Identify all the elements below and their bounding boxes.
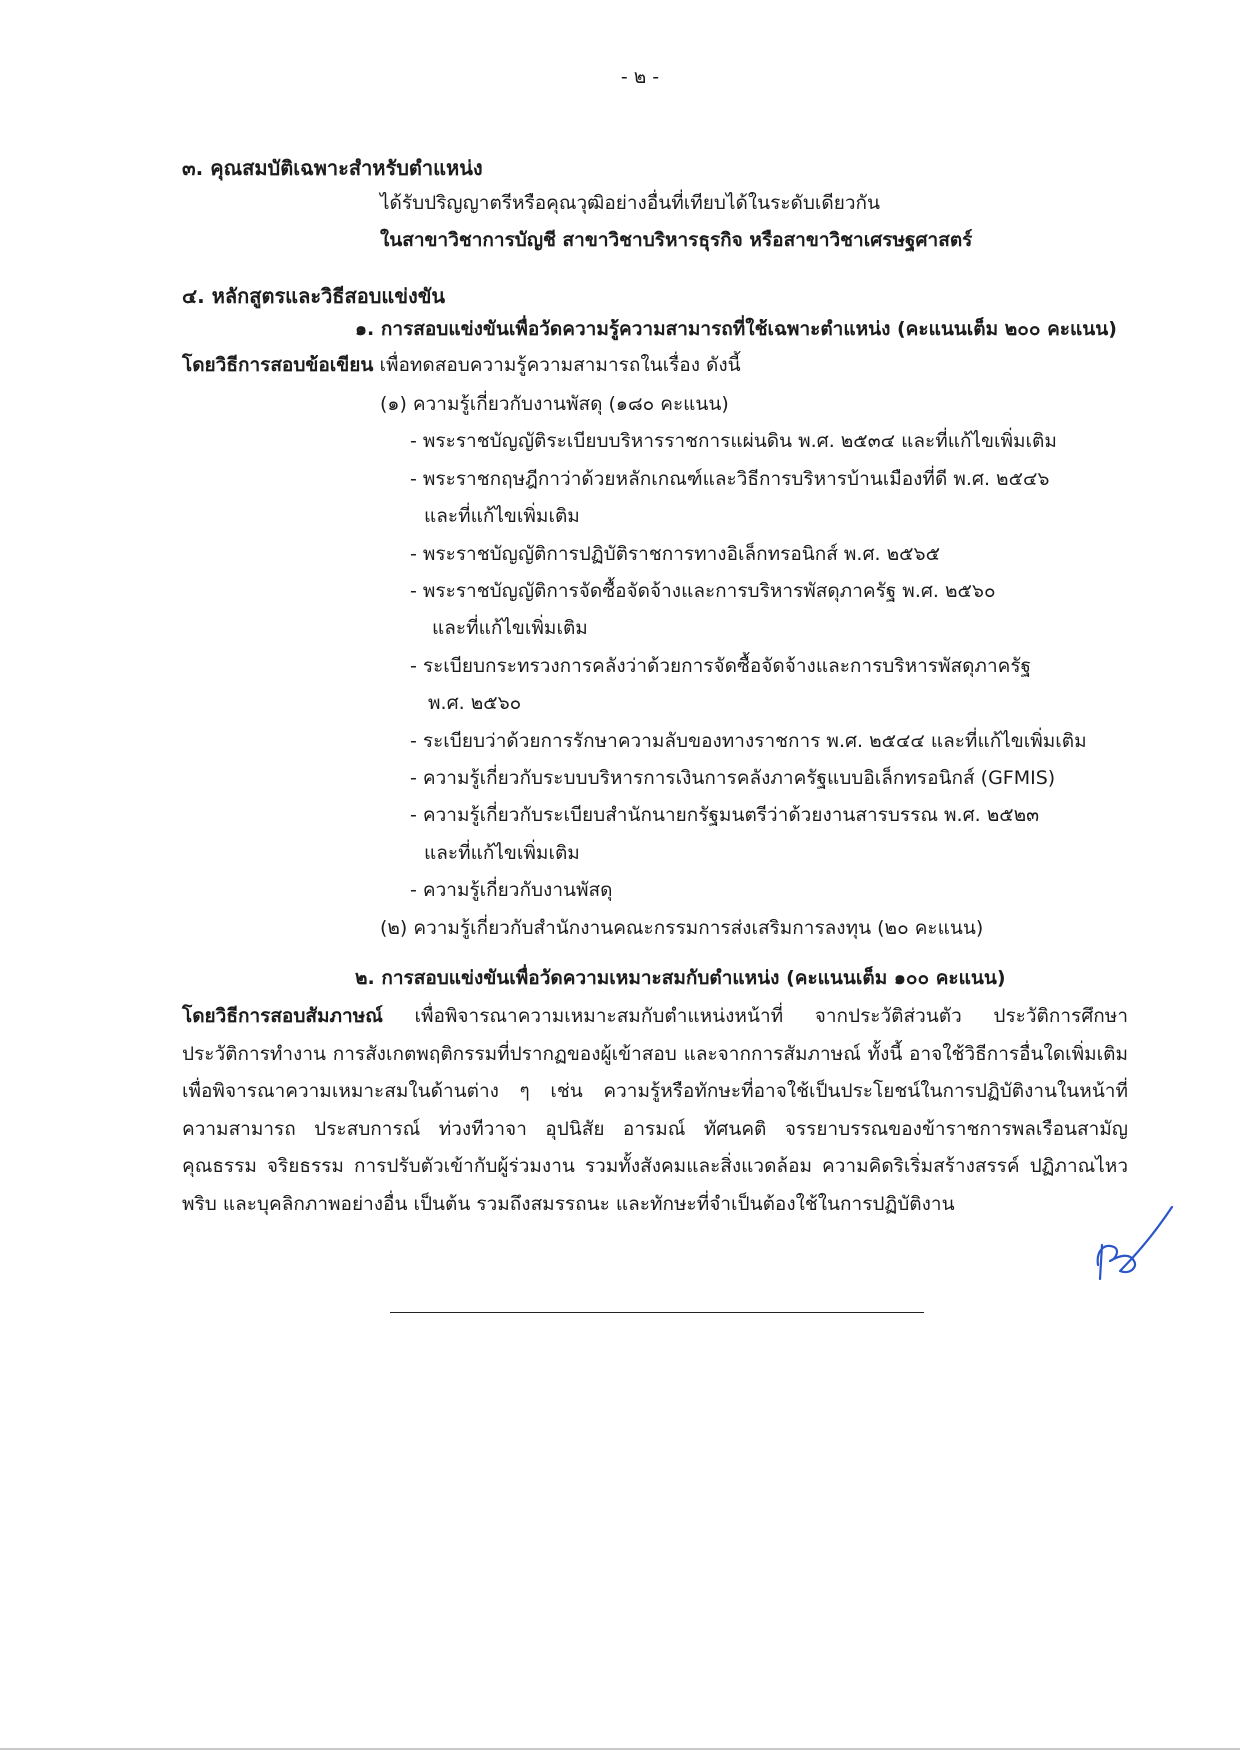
section-3-title: ๓. คุณสมบัติเฉพาะสำหรับตำแหน่ง <box>182 156 483 180</box>
list-item: - พระราชบัญญัติการจัดซื้อจัดจ้างและการบริหารพัสดุภาครัฐ พ.ศ. ๒๕๖๐ <box>410 580 996 602</box>
list-item: - ความรู้เกี่ยวกับระบบบริหารการเงินการคลังภาครัฐแบบอิเล็กทรอนิกส์ (GFMIS) <box>410 767 1056 789</box>
list-item-continuation: และที่แก้ไขเพิ่มเติม <box>432 617 588 639</box>
list-item-continuation: พ.ศ. ๒๕๖๐ <box>428 692 522 714</box>
section-3-qualification: ได้รับปริญญาตรีหรือคุณวุฒิอย่างอื่นที่เทียบได้ในระดับเดียวกัน <box>380 192 881 214</box>
part-1-heading: ๑. การสอบแข่งขันเพื่อวัดความรู้ความสามารถที่ใช้เฉพาะตำแหน่ง (คะแนนเต็ม ๒๐๐ คะแนน) <box>355 318 1117 340</box>
list-item: - ระเบียบกระทรวงการคลังว่าด้วยการจัดซื้อจัดจ้างและการบริหารพัสดุภาครัฐ <box>410 655 1032 677</box>
part-2-method-label: โดยวิธีการสอบสัมภาษณ์ <box>182 1005 383 1027</box>
list-item: - ระเบียบว่าด้วยการรักษาความลับของทางราชการ พ.ศ. ๒๕๔๔ และที่แก้ไขเพิ่มเติม <box>410 730 1087 752</box>
part-2-body <box>182 998 1128 1223</box>
list-item: - พระราชกฤษฎีกาว่าด้วยหลักเกณฑ์และวิธีการบริหารบ้านเมืองที่ดี พ.ศ. ๒๕๔๖ <box>410 468 1050 490</box>
sub-1-title: (๑) ความรู้เกี่ยวกับงานพัสดุ (๑๘๐ คะแนน) <box>380 393 729 415</box>
list-item: - ความรู้เกี่ยวกับงานพัสดุ <box>410 879 613 901</box>
list-item-continuation: และที่แก้ไขเพิ่มเติม <box>424 505 580 527</box>
part-1-method-label: โดยวิธีการสอบข้อเขียน <box>182 354 374 376</box>
list-item-continuation: และที่แก้ไขเพิ่มเติม <box>424 842 580 864</box>
signature-initial <box>1090 1195 1180 1285</box>
end-rule <box>390 1312 924 1313</box>
part-1-method <box>182 354 741 377</box>
part-2-method-desc: เพื่อพิจารณาความเหมาะสมกับตำแหน่งหน้าที่ จากประวัติส่วนตัว ประวัติการศึกษา ประวัติการทำงาน การสังเกตพฤติกรรมที่ปรากฏของผู้เข้าสอบ และจากการสัมภาษณ์ ทั้งนี้ อาจใช้วิธีการอื่นใดเพิ่มเติมเพื่อพิจารณาความเหมาะสมในด้านต่าง ๆ เช่น ความรู้หรือทักษะที่อาจใช้เป็นประโยชน์ในการปฏิบัติงานในหน้าที่ ความสามารถ ประสบการณ์ ท่วงทีวาจา อุปนิสัย อารมณ์ ทัศนคติ จรรยาบรรณของข้าราชการพลเรือนสามัญ คุณธรรม จริยธรรม การปรับตัวเข้ากับผู้ร่วมงาน รวมทั้งสังคมและสิ่งแวดล้อม ความคิดริเริ่มสร้างสรรค์ ปฏิภาณไหวพริบ และบุคลิกภาพอย่างอื่น เป็นต้น รวมถึงสมรรถนะ และทักษะที่จำเป็นต้องใช้ในการปฏิบัติงาน <box>182 1005 1128 1215</box>
part-2-heading: ๒. การสอบแข่งขันเพื่อวัดความเหมาะสมกับตำแหน่ง (คะแนนเต็ม ๑๐๐ คะแนน) <box>355 967 1006 989</box>
page-bottom-edge <box>0 1748 1240 1750</box>
list-item: - พระราชบัญญัติการปฏิบัติราชการทางอิเล็กทรอนิกส์ พ.ศ. ๒๕๖๕ <box>410 543 940 565</box>
page-number: - ๒ - <box>620 66 660 88</box>
part-1-method-desc: เพื่อทดสอบความรู้ความสามารถในเรื่อง ดังนี้ <box>373 354 741 376</box>
sub-2-title: (๒) ความรู้เกี่ยวกับสำนักงานคณะกรรมการส่งเสริมการลงทุน (๒๐ คะแนน) <box>380 917 984 939</box>
list-item: - พระราชบัญญัติระเบียบบริหารราชการแผ่นดิน พ.ศ. ๒๕๓๔ และที่แก้ไขเพิ่มเติม <box>410 430 1057 452</box>
section-3-fields: ในสาขาวิชาการบัญชี สาขาวิชาบริหารธุรกิจ หรือสาขาวิชาเศรษฐศาสตร์ <box>380 229 973 251</box>
list-item: - ความรู้เกี่ยวกับระเบียบสำนักนายกรัฐมนตรีว่าด้วยงานสารบรรณ พ.ศ. ๒๕๒๓ <box>410 804 1040 826</box>
section-4-title: ๔. หลักสูตรและวิธีสอบแข่งขัน <box>182 284 446 308</box>
